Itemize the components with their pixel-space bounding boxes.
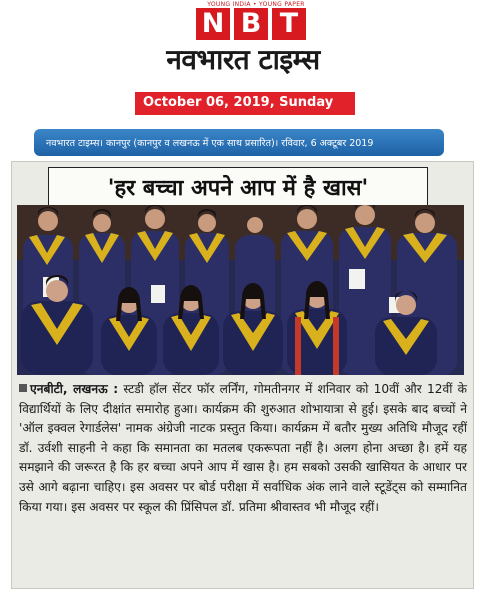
tagline: YOUNG INDIA • YOUNG PAPER xyxy=(207,1,305,8)
article-text: स्टडी हॉल सेंटर फॉर लर्निंग, गोमतीनगर में शनिवार को 10वीं और 12वीं के विद्यार्थियों के लिए दीक्षांत समारोह हुआ। कार्यक्रम की शुरुआत शोभायात्रा से हुई। इसके बाद बच्चों ने 'ऑल इक्वल रेगार्डलेस' नामक अंग्रेजी नाटक प्रस्तुत किया। कार्यक्रम में बतौर मुख्य अतिथि मौजूद रहीं डॉ. उर्वशी साहनी ने कहा कि समानता का मतलब एकरूपता नहीं है। अलग होना अच्छा है। हमें यह समझाने की जरूरत है कि हर बच्चा अपने आप में खास है। हम सबको उसकी खासियत के आधार पर उसे आगे बढ़ाना चाहिए। इस अवसर पर बोर्ड परीक्षा में सर्वाधिक अंक लाने वाले स्टूडेंट्स को सम्मानित किया गया। इस अवसर पर स्कूल की प्रिंसिपल डॉ. प्रतिमा श्रीवास्तव भी मौजूद रहीं। xyxy=(19,382,467,514)
bullet-square-icon xyxy=(19,384,27,392)
logo-letter-n: N xyxy=(196,8,230,40)
headline: 'हर बच्चा अपने आप में है खास' xyxy=(107,176,369,201)
logo-letter-b: B xyxy=(234,8,268,40)
edition-text: नवभारत टाइम्स। कानपुर (कानपुर व लखनऊ में एक साथ प्रसारित)। रविवार, 6 अक्टूबर 2019 xyxy=(46,138,374,149)
graduates-illustration xyxy=(17,205,464,375)
date-bar xyxy=(135,92,355,115)
byline: एनबीटी, लखनऊ : xyxy=(30,382,119,396)
edition-bar xyxy=(34,129,444,156)
newspaper-title: नवभारत टाइम्स xyxy=(166,43,320,76)
article-body xyxy=(19,380,467,517)
nbt-logo xyxy=(196,8,308,40)
date-text: October 06, 2019, Sunday xyxy=(143,95,334,110)
headline-box xyxy=(48,167,428,209)
graduation-photo xyxy=(17,205,464,375)
logo-letter-t: T xyxy=(272,8,306,40)
